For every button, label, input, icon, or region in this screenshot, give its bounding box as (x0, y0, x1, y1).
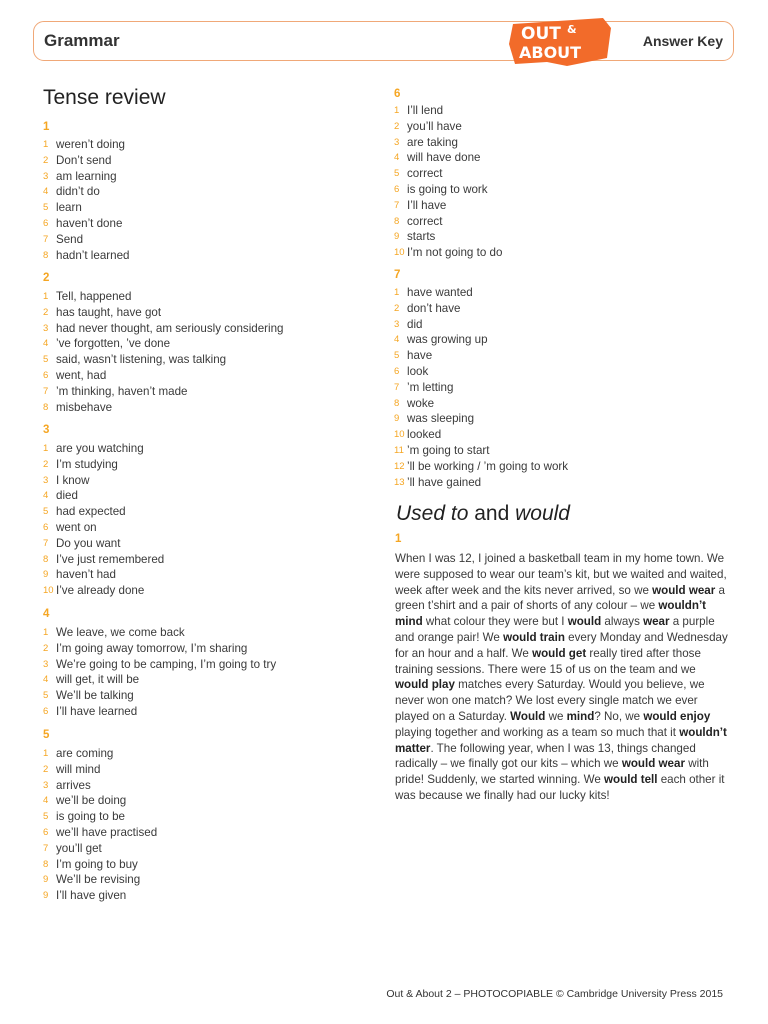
item-answer: misbehave (56, 400, 113, 414)
header-bar (33, 21, 734, 61)
item-number: 1 (394, 105, 400, 116)
item-answer: had never thought, am seriously considering (56, 321, 284, 335)
item-number: 9 (43, 890, 49, 902)
item-number: 2 (394, 302, 400, 314)
item-answer: ’m going to start (407, 444, 490, 457)
item-answer: I’ll have given (56, 889, 127, 903)
paragraph-text: a green t’shirt and a pair of shorts of any colour – we (395, 583, 725, 613)
item-number: 2 (43, 642, 49, 654)
item-number: 8 (43, 553, 49, 565)
bold-answer: would (567, 615, 602, 629)
item-answer: woke (407, 396, 435, 410)
item-answer: will get, it will be (56, 673, 140, 687)
bold-answer: Would (510, 709, 546, 723)
item-number: 3 (394, 318, 400, 330)
answer-key-label: Answer Key (642, 33, 723, 49)
item-number: 7 (43, 842, 49, 854)
item-number: 5 (394, 168, 400, 180)
bold-answer: would train (503, 630, 565, 644)
item-answer: Send (56, 232, 84, 246)
item-number: 5 (43, 811, 49, 823)
item-number: 9 (394, 231, 400, 243)
item-answer: ’ll be working / ’m going to work (407, 459, 569, 473)
paragraph-text: When I was 12, I joined a basketball team in my home town. We were supposed to wear our team’s kit, but we waited and waited, week after week and the kits never arrived, so we (395, 552, 727, 597)
item-number: 5 (394, 350, 400, 362)
item-answer: Do you want (56, 536, 121, 550)
item-number: 6 (43, 827, 49, 838)
svg-text:&: & (567, 23, 577, 36)
paragraph-text: what colour they were but I (422, 615, 568, 629)
item-answer: went, had (56, 369, 107, 382)
item-answer: We’ll be revising (56, 873, 141, 887)
used-to-paragraph (395, 551, 730, 804)
item-answer: ’m thinking, haven’t made (56, 384, 188, 398)
item-answer: learn (56, 201, 82, 215)
item-answer: I’ll have learned (56, 705, 138, 718)
item-number: 1 (43, 291, 49, 302)
bold-answer: wear (643, 615, 670, 629)
item-number: 6 (43, 218, 49, 229)
title-used-to: Used to (396, 502, 469, 525)
item-number: 8 (394, 215, 400, 227)
item-number: 7 (43, 233, 49, 245)
paragraph-text: ? No, we (594, 709, 644, 723)
item-number: 3 (394, 136, 400, 148)
item-number: 5 (43, 202, 49, 214)
item-answer: haven’t had (56, 568, 116, 582)
paragraph-text: . The following year, when I was 13, things changed radically – we finally got our kits – which we (395, 741, 696, 771)
bold-answer: would wear (621, 757, 685, 771)
item-answer: looked (407, 428, 442, 442)
item-number: 4 (43, 338, 49, 350)
item-number: 3 (43, 474, 49, 486)
item-number: 3 (43, 170, 49, 182)
item-answer: arrives (56, 778, 91, 792)
item-answer: I’m going away tomorrow, I’m sharing (56, 641, 248, 655)
item-answer: is going to be (56, 810, 125, 824)
item-number: 7 (43, 385, 49, 397)
item-number: 10 (394, 247, 405, 259)
item-number: 8 (43, 858, 49, 870)
item-number: 8 (394, 397, 400, 409)
used-to-would-title (396, 502, 570, 526)
out-and-about-logo (507, 14, 615, 70)
item-answer: you’ll get (56, 841, 102, 855)
item-number: 2 (43, 763, 49, 775)
item-number: 6 (43, 706, 49, 717)
item-number: 4 (43, 795, 49, 807)
item-number: 1 (43, 748, 49, 759)
item-answer: was sleeping (407, 412, 475, 426)
item-answer: died (56, 489, 78, 503)
item-number: 4 (43, 490, 49, 502)
item-number: 6 (43, 522, 49, 533)
item-answer: have (407, 349, 433, 363)
item-answer: will mind (56, 762, 101, 776)
item-answer: I’ll have (407, 198, 447, 212)
item-number: 4 (43, 186, 49, 198)
bold-answer: wouldn’t mind (395, 599, 707, 629)
title-would: would (515, 502, 570, 525)
item-number: 10 (394, 429, 405, 441)
item-number: 2 (43, 154, 49, 166)
tense-review-title: Tense review (43, 86, 166, 109)
item-number: 6 (394, 366, 400, 377)
item-answer: is going to work (407, 183, 488, 196)
item-answer: We’ll be talking (56, 689, 134, 703)
paragraph-text: a purple and orange pair! We (395, 615, 715, 644)
item-number: 8 (43, 401, 49, 413)
item-number: 13 (394, 476, 405, 488)
item-number: 10 (43, 585, 54, 597)
bold-answer: mind (566, 709, 595, 723)
exercise-number: 1 (43, 121, 50, 133)
bold-answer: would get (532, 646, 587, 660)
exercise-number: 1 (395, 533, 402, 545)
item-answer: hadn’t learned (56, 248, 130, 262)
bold-answer: would wear (652, 583, 716, 597)
item-answer: Don’t send (56, 153, 112, 167)
paragraph-text: always (601, 615, 644, 629)
item-number: 12 (394, 460, 405, 472)
item-answer: went on (56, 521, 97, 534)
item-answer: look (407, 365, 429, 378)
item-number: 7 (394, 199, 400, 211)
item-answer: has taught, have got (56, 305, 162, 319)
item-answer: didn’t do (56, 185, 100, 199)
section-heading: Grammar (44, 31, 120, 50)
item-answer: we’ll have practised (56, 826, 158, 839)
paragraph-text: matches every Saturday. Would you believe, we never won one match? We lost every single match we ever played on a Saturday. (395, 678, 705, 723)
item-number: 1 (394, 287, 400, 298)
item-number: 2 (394, 120, 400, 132)
item-answer: don’t have (407, 301, 461, 315)
item-answer: Tell, happened (56, 290, 132, 303)
item-answer: ’ll have gained (407, 475, 482, 489)
exercise-number: 7 (394, 269, 401, 281)
item-answer: We leave, we come back (56, 626, 185, 639)
item-answer: I’ve already done (56, 584, 145, 598)
paragraph-text: really tired after those training sessions. There were 15 of us on the team and we (395, 646, 701, 676)
item-number: 6 (394, 184, 400, 195)
item-answer: ’ve forgotten, ’ve done (56, 337, 171, 351)
paragraph-text: each other it was because we finally had our lucky kits! (395, 773, 725, 802)
item-answer: was growing up (407, 333, 488, 347)
item-number: 2 (43, 458, 49, 470)
item-number: 9 (43, 874, 49, 886)
item-answer: correct (407, 214, 443, 228)
item-number: 5 (43, 354, 49, 366)
paragraph-text: with pride! Suddenly, we started winning. We (395, 757, 709, 787)
item-number: 3 (43, 658, 49, 670)
item-answer: I’m going to buy (56, 857, 138, 871)
item-answer: will have done (407, 151, 481, 165)
item-number: 8 (43, 249, 49, 261)
item-answer: said, wasn’t listening, was talking (56, 353, 227, 367)
item-number: 6 (43, 370, 49, 381)
exercise-number: 2 (43, 272, 50, 284)
item-number: 5 (43, 690, 49, 702)
item-number: 1 (43, 627, 49, 638)
item-number: 11 (394, 445, 404, 456)
svg-text:OUT: OUT (521, 24, 561, 44)
item-answer: are you watching (56, 442, 144, 455)
bold-answer: would enjoy (643, 709, 711, 723)
svg-text:ABOUT: ABOUT (519, 43, 582, 62)
exercise-number: 5 (43, 729, 50, 741)
item-answer: We’re going to be camping, I’m going to try (56, 657, 277, 671)
item-answer: am learning (56, 169, 117, 183)
item-answer: did (407, 317, 423, 331)
item-number: 3 (43, 322, 49, 334)
bold-answer: would tell (604, 773, 658, 787)
exercise-number: 3 (43, 424, 50, 436)
bold-answer: wouldn’t matter (395, 725, 727, 755)
item-answer: weren’t doing (56, 138, 125, 151)
item-answer: are coming (56, 747, 114, 760)
exercise-number: 6 (394, 88, 401, 100)
item-answer: are taking (407, 135, 458, 149)
item-number: 3 (43, 779, 49, 791)
paragraph-text: playing together and working as a team so much that it (395, 725, 680, 739)
item-answer: ’m letting (407, 380, 454, 394)
item-answer: I’ve just remembered (56, 552, 165, 566)
exercise-number: 4 (43, 608, 50, 620)
item-answer: you’ll have (407, 119, 462, 133)
item-answer: I’m not going to do (407, 246, 503, 260)
item-answer: starts (407, 230, 436, 244)
item-number: 4 (394, 334, 400, 346)
item-answer: had expected (56, 505, 126, 519)
paragraph-text: we (545, 709, 567, 723)
bold-answer: would play (395, 678, 455, 692)
item-answer: haven’t done (56, 217, 123, 230)
item-number: 5 (43, 506, 49, 518)
item-answer: I’ll lend (407, 104, 444, 117)
item-answer: correct (407, 167, 443, 181)
item-number: 7 (394, 381, 400, 393)
item-number: 9 (43, 569, 49, 581)
item-answer: have wanted (407, 286, 473, 299)
paragraph-text: every Monday and Wednesday for an hour and a half. We (395, 630, 728, 660)
footer-copyright: Out & About 2 – PHOTOCOPIABLE © Cambridge University Press 2015 (386, 988, 723, 1000)
item-number: 2 (43, 306, 49, 318)
item-number: 1 (43, 139, 49, 150)
item-number: 7 (43, 537, 49, 549)
title-and: and (468, 502, 516, 525)
item-answer: I know (56, 473, 90, 487)
item-number: 9 (394, 413, 400, 425)
item-answer: we’ll be doing (56, 794, 127, 808)
item-answer: I’m studying (56, 457, 118, 471)
item-number: 1 (43, 443, 49, 454)
item-number: 4 (43, 674, 49, 686)
item-number: 4 (394, 152, 400, 164)
